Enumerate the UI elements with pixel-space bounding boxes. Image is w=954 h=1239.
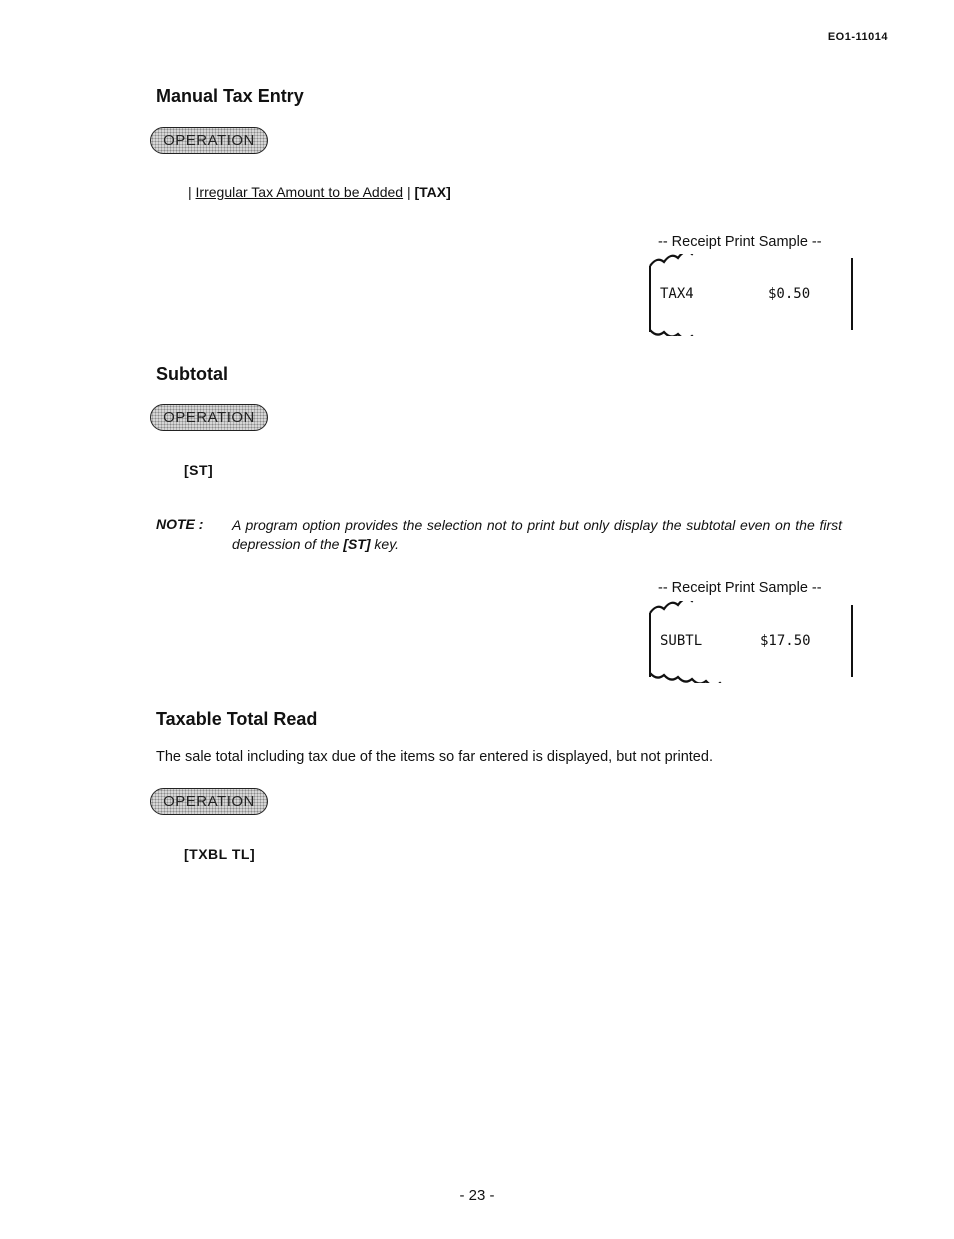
receipt-line-value: $17.50	[760, 633, 811, 649]
sequence-bar: |	[406, 184, 411, 200]
operation-badge: OPERATION	[150, 404, 268, 431]
receipt-sample-caption: -- Receipt Print Sample --	[658, 234, 822, 250]
page-number: - 23 -	[459, 1187, 495, 1204]
tax-key: [TAX]	[414, 184, 451, 200]
operation-badge: OPERATION	[150, 127, 268, 154]
section-title-manual-tax-entry: Manual Tax Entry	[156, 86, 304, 106]
taxable-total-key: [TXBL TL]	[184, 846, 256, 862]
document-code: EO1-11014	[827, 31, 888, 43]
section-title-taxable-total-read: Taxable Total Read	[156, 709, 318, 729]
section-title-subtotal: Subtotal	[156, 364, 228, 384]
note-text-end: key.	[370, 536, 400, 552]
receipt-line-label: SUBTL	[660, 633, 703, 649]
sequence-amount-input: Irregular Tax Amount to be Added	[195, 184, 404, 200]
key-sequence-manual-tax	[188, 184, 451, 200]
note-key: [ST]	[343, 536, 371, 552]
receipt-line-value: $0.50	[768, 286, 811, 302]
sequence-bar: |	[188, 184, 192, 200]
operation-badge: OPERATION	[150, 788, 268, 815]
receipt-sample-caption: -- Receipt Print Sample --	[658, 580, 822, 596]
subtotal-key: [ST]	[184, 462, 214, 478]
note-text	[232, 516, 842, 554]
note-label: NOTE :	[156, 516, 204, 532]
receipt-line-label: TAX4	[660, 286, 694, 302]
receipt-sample-subtotal	[646, 601, 856, 683]
taxable-total-description: The sale total including tax due of the items so far entered is displayed, but not printed.	[156, 749, 713, 765]
note-text-body: A program option provides the selection not to print but only display the subtotal even on the first depression of the	[232, 517, 842, 552]
receipt-sample-tax	[646, 254, 856, 336]
